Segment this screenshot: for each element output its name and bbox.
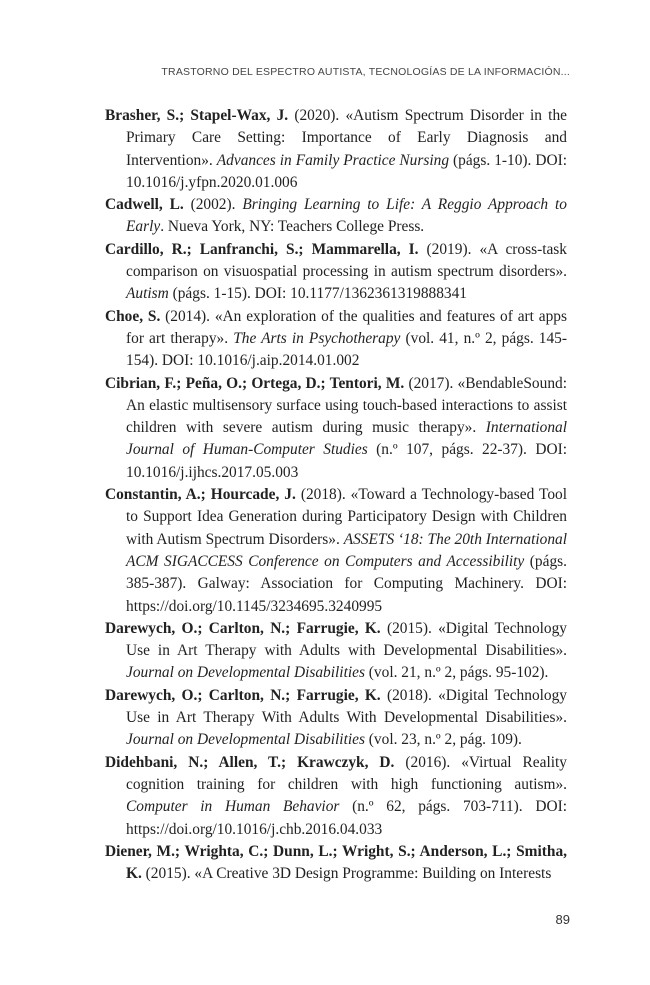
reference-entry bbox=[105, 105, 567, 194]
reference-entry bbox=[105, 841, 567, 886]
reference-source: Autism bbox=[126, 285, 169, 303]
reference-source: Journal on Developmental Disabilities bbox=[126, 664, 365, 682]
reference-source: The Arts in Psychotherapy bbox=[233, 329, 401, 347]
reference-authors: Diener, M.; Wrighta, C.; Dunn, L.; Wright, S.; Anderson, L.; Smitha, K. bbox=[105, 842, 567, 883]
reference-details: . Nueva York, NY: Teachers College Press. bbox=[160, 218, 425, 236]
reference-source: Computer in Human Behavior bbox=[126, 798, 340, 816]
reference-details: (págs. 385-387). Galway: Association for Computing Machinery. DOI: https://doi.org/10.1145/3234695.3240995 bbox=[126, 552, 567, 615]
page-number: 89 bbox=[555, 912, 570, 927]
reference-details: (vol. 23, n.º 2, pág. 109). bbox=[364, 731, 522, 749]
reference-source: ASSETS ‘18: The 20th International ACM SIGACCESS Conference on Computers and Accessibility bbox=[126, 530, 567, 570]
reference-authors: Didehbani, N.; Allen, T.; Krawczyk, D. bbox=[105, 753, 395, 771]
reference-text: (2020). «Autism Spectrum Disorder in the Primary Care Setting: Importance of Early Diagnosis and Intervention». bbox=[126, 107, 567, 169]
reference-text: (2018). «Digital Technology Use in Art Therapy With Adults With Developmental Disabilities». bbox=[126, 686, 567, 727]
reference-authors: Darewych, O.; Carlton, N.; Farrugie, K. bbox=[105, 686, 381, 704]
reference-authors: Brasher, S.; Stapel-Wax, J. bbox=[105, 107, 289, 124]
reference-entry bbox=[105, 685, 567, 752]
reference-details: (págs. 1-15). DOI: 10.1177/1362361319888341 bbox=[168, 285, 468, 303]
reference-source: Bringing Learning to Life: A Reggio Approach to Early bbox=[126, 196, 567, 236]
reference-authors: Constantin, A.; Hourcade, J. bbox=[105, 486, 296, 504]
reference-text: (2014). «An exploration of the qualities and features of art apps for art therapy». bbox=[126, 307, 567, 347]
reference-text: (2018). «Toward a Technology-based Tool to Support Idea Generation during Participatory Design with Children with Autism Spectrum Disorders». bbox=[126, 486, 567, 548]
reference-source: Journal on Developmental Disabilities bbox=[126, 731, 365, 749]
reference-authors: Darewych, O.; Carlton, N.; Farrugie, K. bbox=[105, 619, 381, 637]
reference-text: (2015). «A Creative 3D Design Programme: Building on Interests bbox=[141, 865, 552, 883]
reference-entry bbox=[105, 194, 567, 239]
reference-details: (vol. 41, n.º 2, págs. 145-154). DOI: 10.1016/j.aip.2014.01.002 bbox=[126, 329, 568, 370]
reference-authors: Cadwell, L. bbox=[105, 196, 184, 214]
reference-entry bbox=[105, 752, 567, 841]
reference-text: (2017). «BendableSound: An elastic multisensory surface using touch-based interactions to assist children with severe autism during music therapy». bbox=[126, 374, 567, 437]
reference-text: (2016). «Virtual Reality cognition training for children with high functioning autism». bbox=[126, 753, 567, 793]
reference-text: (2019). «A cross-task comparison on visuospatial processing in autism spectrum disorders». bbox=[126, 240, 567, 281]
reference-details: (n.º 62, págs. 703-711). DOI: https://doi.org/10.1016/j.chb.2016.04.033 bbox=[126, 798, 567, 838]
reference-source: Advances in Family Practice Nursing bbox=[216, 151, 450, 169]
reference-source: International Journal of Human-Computer Studies bbox=[126, 419, 567, 459]
reference-authors: Cibrian, F.; Peña, O.; Ortega, D.; Tentori, M. bbox=[105, 374, 405, 392]
reference-entry bbox=[105, 239, 567, 306]
reference-text: (2002). bbox=[183, 196, 243, 214]
reference-entry bbox=[105, 484, 567, 618]
reference-details: (vol. 21, n.º 2, págs. 95-102). bbox=[364, 664, 549, 682]
running-header: TRASTORNO DEL ESPECTRO AUTISTA, TECNOLOGÍAS DE LA INFORMACIÓN... bbox=[161, 66, 570, 78]
reference-details: (págs. 1-10). DOI: 10.1016/j.yfpn.2020.01.006 bbox=[126, 151, 567, 191]
reference-entry bbox=[105, 306, 567, 373]
reference-list bbox=[105, 105, 567, 885]
reference-details: (n.º 107, págs. 22-37). DOI: 10.1016/j.ijhcs.2017.05.003 bbox=[126, 441, 567, 481]
reference-entry bbox=[105, 373, 567, 484]
reference-entry bbox=[105, 618, 567, 685]
reference-authors: Choe, S. bbox=[105, 307, 161, 325]
reference-text: (2015). «Digital Technology Use in Art Therapy with Adults with Developmental Disabilities». bbox=[126, 619, 567, 660]
reference-authors: Cardillo, R.; Lanfranchi, S.; Mammarella, I. bbox=[105, 240, 419, 258]
